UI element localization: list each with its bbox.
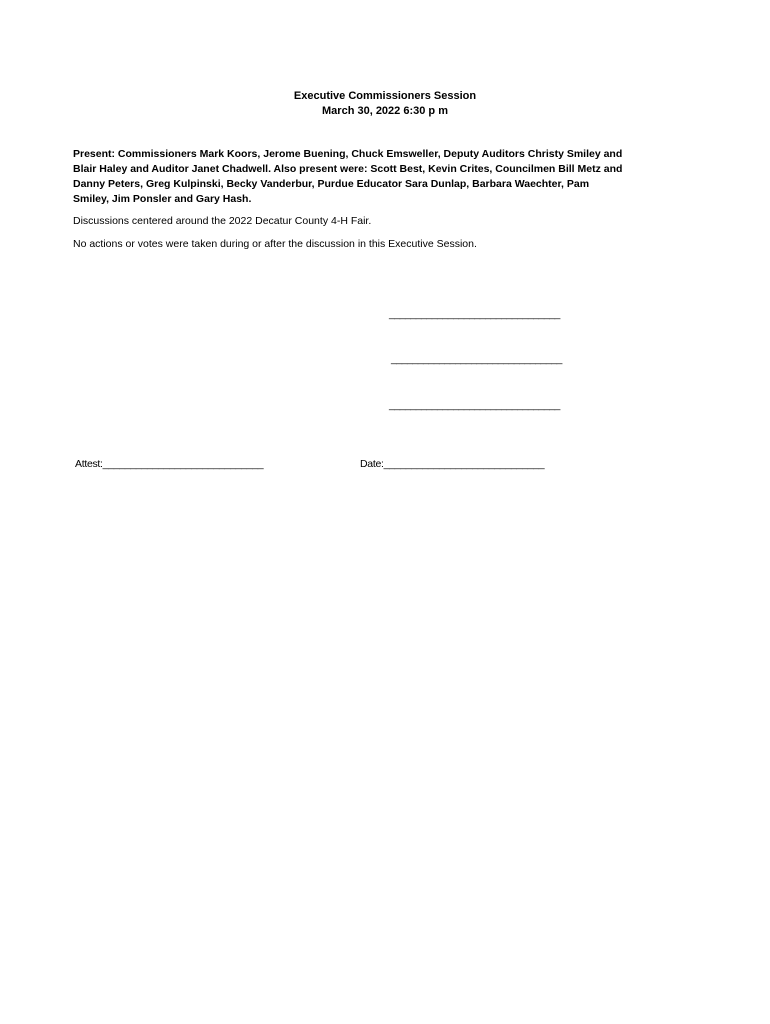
date-field: Date:_____________________________ [360, 458, 545, 470]
document-header [0, 89, 770, 119]
attendees-paragraph [73, 147, 703, 207]
attendees-line: Danny Peters, Greg Kulpinski, Becky Vanderbur, Purdue Educator Sara Dunlap, Barbara Waechter, Pam [73, 178, 590, 190]
signature-line: ________________________________ [389, 399, 560, 411]
attest-field: Attest:_____________________________ [75, 458, 264, 470]
attendees-line: Present: Commissioners Mark Koors, Jerome Buening, Chuck Emsweller, Deputy Auditors Christy Smiley and [73, 148, 623, 160]
attendees-line: Smiley, Jim Ponsler and Gary Hash. [73, 193, 252, 205]
signature-line: ________________________________ [391, 353, 562, 365]
signature-line: ________________________________ [389, 308, 560, 320]
session-date: March 30, 2022 6:30 p m [322, 105, 448, 117]
attendees-line: Blair Haley and Auditor Janet Chadwell. Also present were: Scott Best, Kevin Crites, Councilmen Bill Metz and [73, 163, 623, 175]
discussion-paragraph: Discussions centered around the 2022 Decatur County 4-H Fair. [73, 215, 372, 227]
document-title: Executive Commissioners Session [293, 90, 477, 102]
no-actions-paragraph: No actions or votes were taken during or after the discussion in this Executive Session. [73, 238, 477, 250]
